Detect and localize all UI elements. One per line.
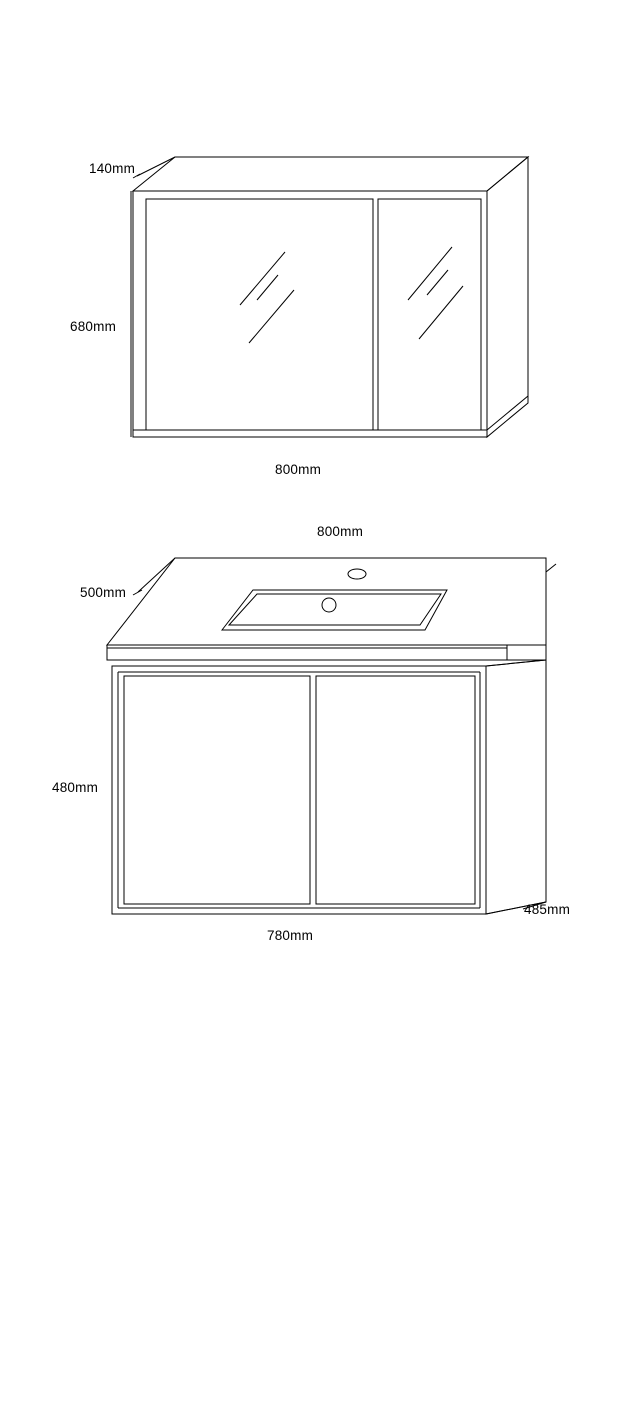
dimension-mirror-depth: 140mm	[89, 161, 136, 176]
vanity-unit-geometry	[107, 558, 556, 914]
dimension-mirror-height: 680mm	[70, 319, 117, 334]
dimension-top-depth: 500mm	[80, 585, 127, 600]
mirror-cabinet-geometry	[131, 157, 528, 437]
dimension-cabinet-width: 780mm	[267, 928, 314, 943]
dimension-cabinet-depth: 485mm	[524, 902, 571, 917]
dimension-cabinet-height: 480mm	[52, 780, 99, 795]
dimension-top-width: 800mm	[317, 524, 364, 539]
dimension-mirror-width: 800mm	[275, 462, 322, 477]
